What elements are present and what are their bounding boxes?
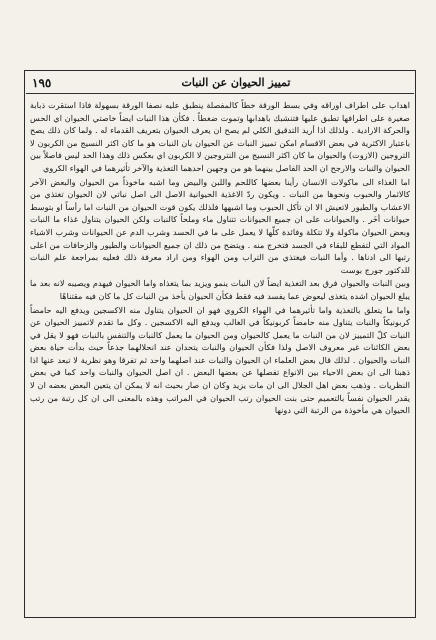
paragraph: اهداب على اطراف اوراقه وفي بسط الورقة خطاً كالمفصلة ينطبق عليه نصفا الورقة بسهولة فاذا استقرت ذبابة صغيرة على اطرافها تطبق عليها فتنشبك باهدابها وتموت ضغطاً . فكأن هذا النبات ايضاً خاصتي الحيوان اي الحس والحركة الارادية . ولذلك اذا أريد التدقيق الكلي لم يصح ان يعرف الحيوان بتعريف القدماء له . ولما كان ذلك يصح باعتبار الاكثرية في بعض الاقسام امكن تمييز النبات عن الحيوان بان النبات هو ما كان اكثر النسيج من الكربون لا التروجين (الازوت) والحيوان ما كان اكثر النسيج من النتروجين لا الكربون اي بعكس ذلك وهذا الحد ليس فاصلاً بين الحيوان والنبات والارجح ان الحد الفاصل بينهما هو من وجهين احدهما التغذية والآخر تأثيرهما في الهواء الكروي	[30, 100, 410, 173]
paragraph: اما الغذاء الى ماكولات الانسان رأينا بعضها كاللحم واللبن والبيض وما اشبه ماخوذاً من الحيوان والبعض الآخر كالاثمار والحبوب ونحوها من النبات . ويكون ردّ الاغذية الحيوانية الاصل الى اصل نباتي لان الحيوان تغتذي من الاعشاب والطيور لاتعيش الا ان تأكل الحبوب وما اشبهها فلذلك يكون قوت الحيوان من النبات اما رأساً او بتوسط حيوانات أخَر . والحيوانات على ان جميع الحيوانات تتناول ماء وملحاً كالنبات ولكن الحيوان يتناول غذاء ما النبات وبعض الحيوان ماكولة ولا تتكلة وفائدة كلّها لا يعمل على ما في الحسد وشرب الدم عن الحيوانات وشرب الاشياء المواد التي لتفطع للبقاء في الجسد فتخرج منه . ويتضح من ذلك ان جميع الحيوانات والطيور والزحافات من اعلى رتبها الى ادناها . وأما النبات فيغتذي من التراب ومن الهواء ومن اراد معرفة ذلك فعليه بمراجعة علم النبات للدكتور جورج بوست	[30, 176, 410, 275]
paragraph: واما ما يتعلق بالتغذية واما تأثيرهما في الهواء الكروي فهو ان الحيوان يتناول منه الاكسجين ويدفع اليه حامضاً كربونيكاً والنبات يتناول منه حامضاً كربونيكاً في الغالب ويدفع اليه الاكسجين . وكل ما تقدم لاتمييز الحيوان عن النبات كلّ التمييز لان من النبات ما يعمل كالحيوان ومن الحيوان ما يعمل كالنبات والتنفس بالنبات فهو لا يقل في بعض الكائنات غير معروف الاصل ولذا فكأن الحيوان والنبات يتحدان عند انحلالهما جذعاً حيث بدأت حياة بعض النبات والحيوان . لذلك قال بعض العلماء ان الحيوان والنبات عند اصلهما واحد ثم تفرقا وهو نظرية لا تبعد عنها اذا ذهبنا الى ان بعض الاحياء بين الانواع تفصلها عن بعضها البعض . ان اصل الحيوان والنبات واحد كما في بعض النظريات . وذهب بعض اهل الجلال الى ان مات يزيد وكان ان صار بحيث انه لا يمكن ان يتعين البعض بعضه ان لا يقدر الحيوان نفساً بالتعميم حتى بنت الحيوان رتب الحيوان في المراتب وهذه بالمعنى الى ان كل رتبة من رتب الحيوان هي مأخوذة من الرتبة التي دونها	[30, 304, 410, 416]
paragraph: وبين النبات والحيوان فرق بعد التغذية ايضاً لان النبات ينمو ويزيد بما يتغذاه واما الحيوان فيهدم ويصيبه لانه بعد ما يبلغ الحيوان اشده يتغذى ليعوض عما يفسد فيه فقط فكأن الحيوان يأخذ من النبات كل ما كان فيه مقتناهًا	[30, 278, 410, 301]
running-title: تمييز الحيوان عن النبات	[181, 76, 291, 89]
page-header	[26, 76, 414, 92]
page-text	[30, 99, 410, 615]
page-number: ١٩٥	[32, 76, 52, 90]
header-rule	[26, 93, 414, 94]
